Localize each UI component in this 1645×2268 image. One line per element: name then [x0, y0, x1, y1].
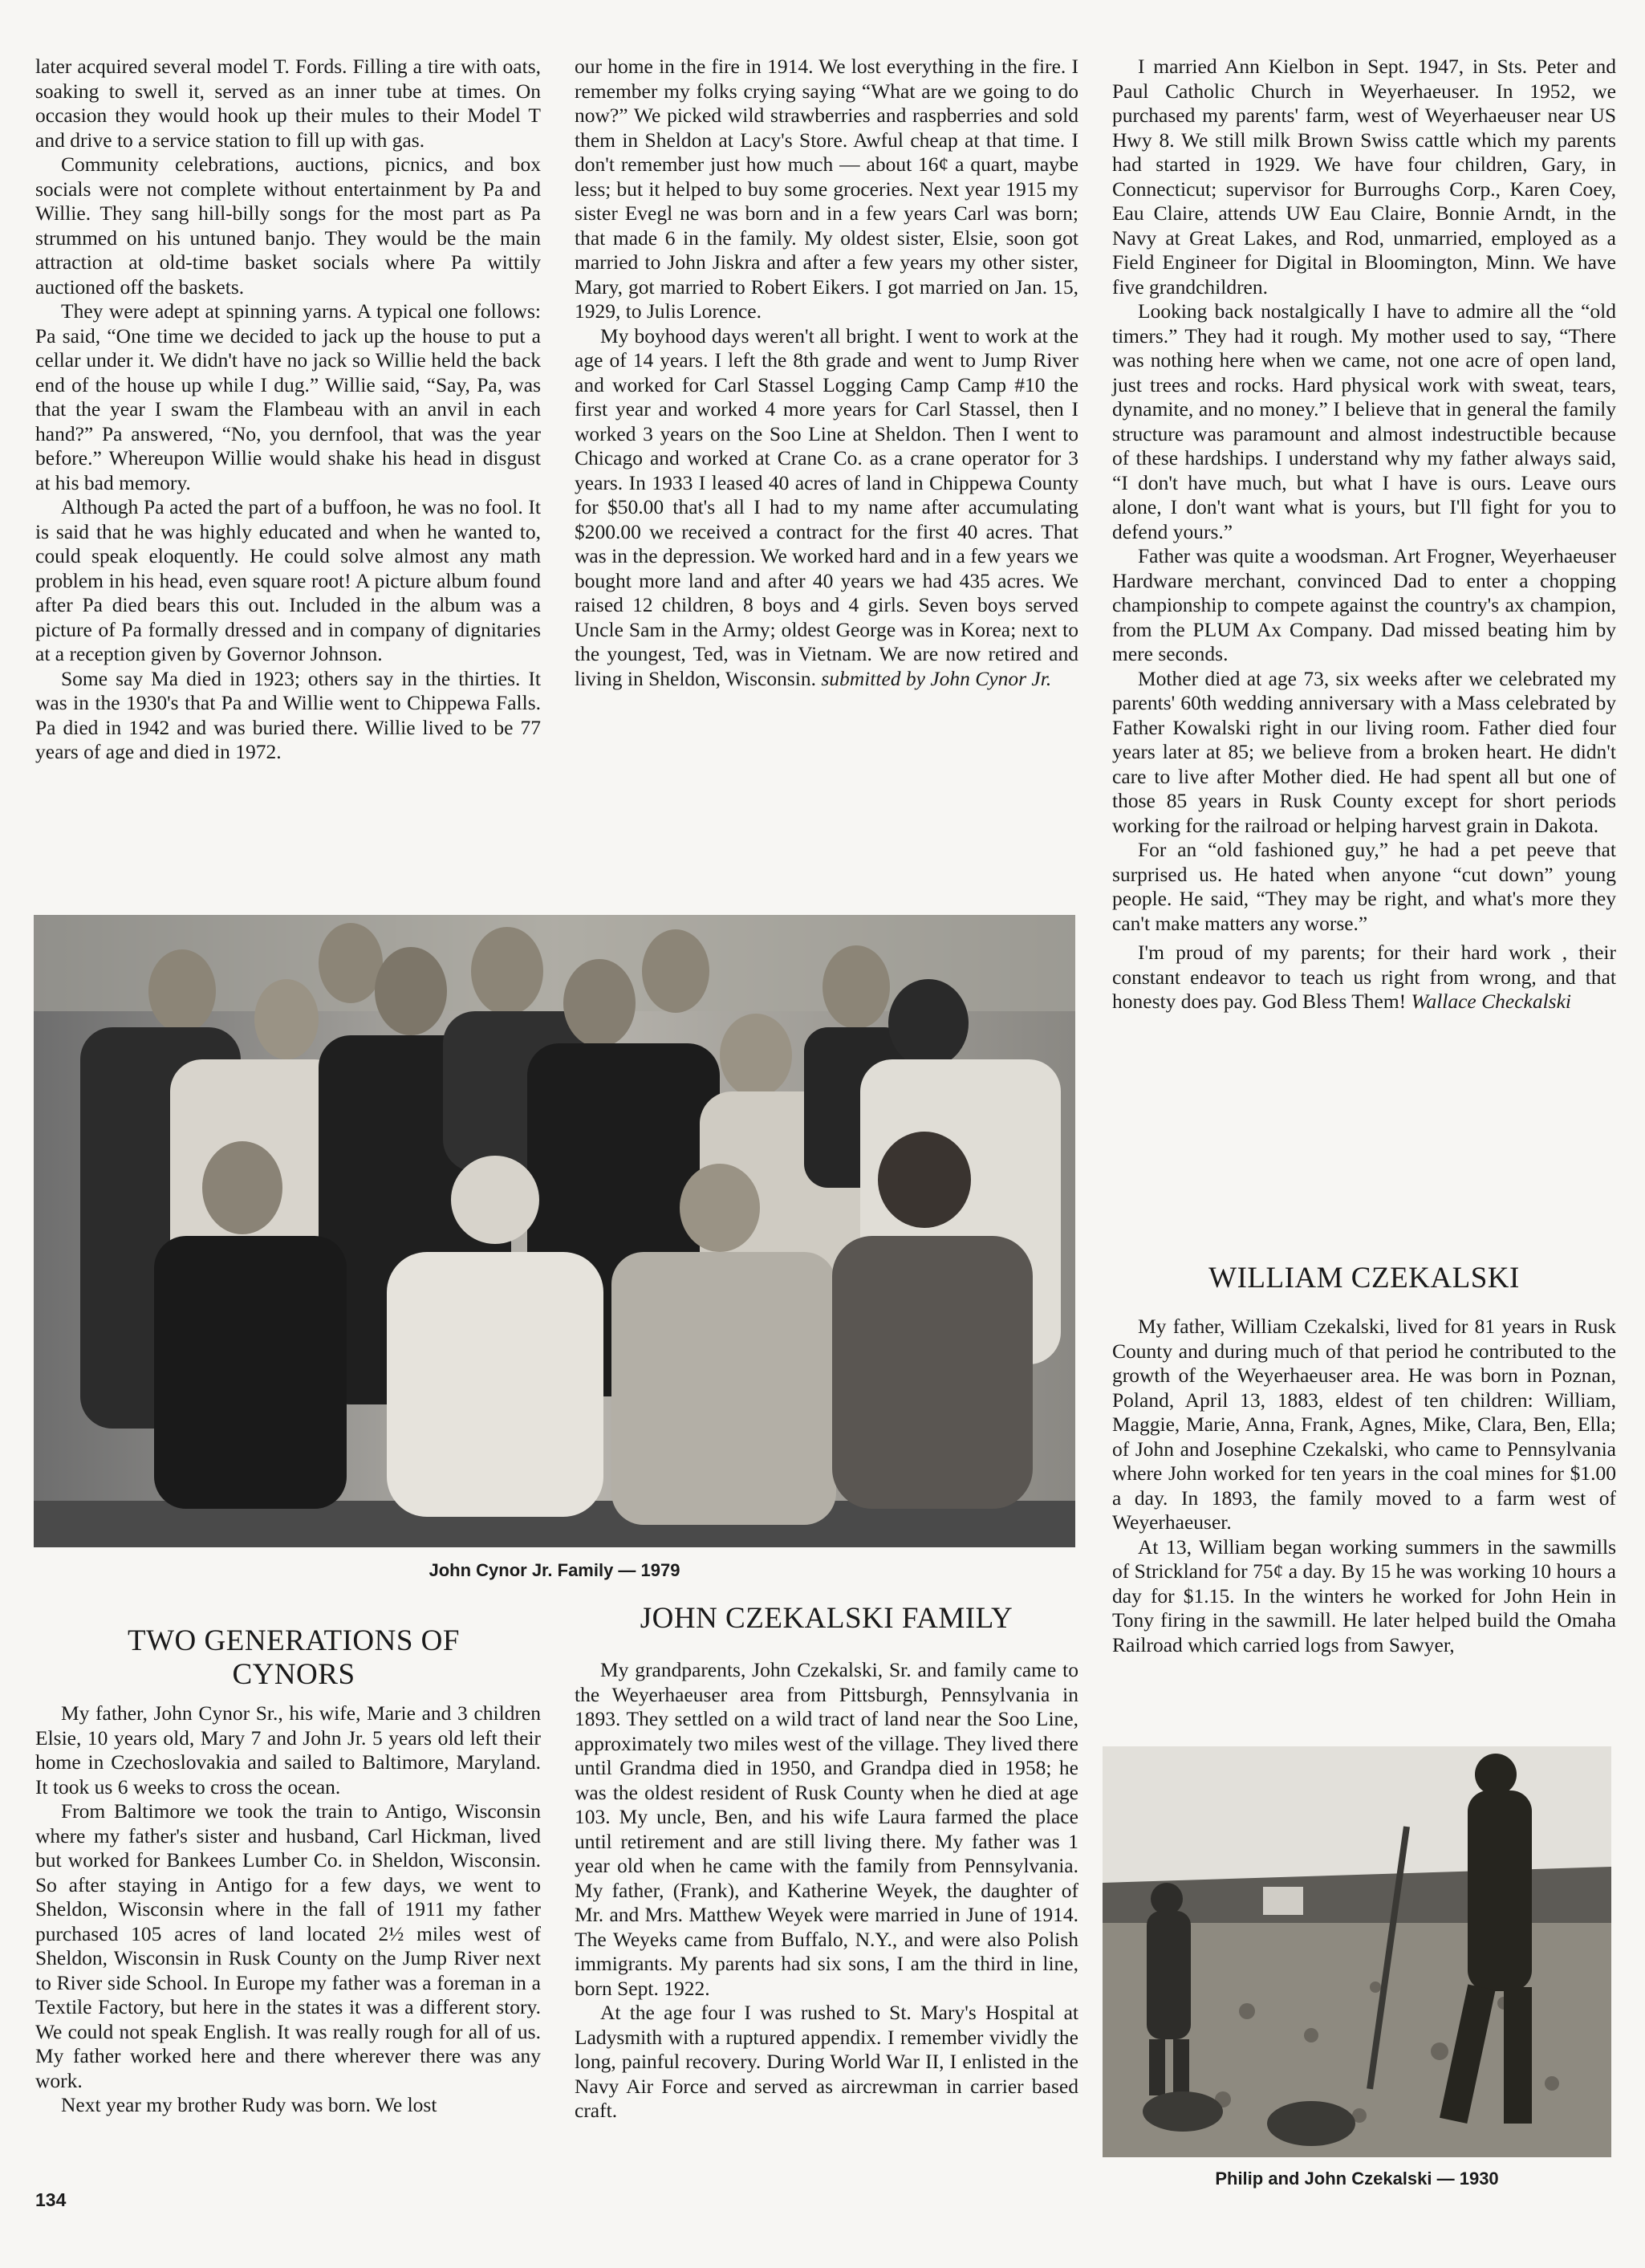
- farm-photo-caption: Philip and John Czekalski — 1930: [1215, 2168, 1499, 2189]
- paragraph: My father, William Czekalski, lived for 81 years in Rusk County and during much of that period he contributed to the growth of the Weyerhaeuser area. He was born in Poznan, Poland, April 13, 1883, eldest of ten children: William, Maggie, Marie, Anna, Frank, Agnes, Mike, Clara, Ben, Ella; of John and Josephine Czekalski, who came to Pennsylvania where John worked for ten years in the coal mines for $1.00 a day. In 1893, the family moved to a farm west of Weyerhaeuser.: [1112, 1315, 1616, 1534]
- paragraph: For an “old fashioned guy,” he had a pet peeve that surprised us. He hated when anyone “cut down” young people. He said, “They may be right, and what's more they can't make matters any worse.”: [1112, 838, 1616, 935]
- section-heading-william-czekalski: WILLIAM CZEKALSKI: [1208, 1262, 1520, 1295]
- paragraph: Father was quite a woodsman. Art Frogner, Weyerhaeuser Hardware merchant, convinced Dad to enter a chopping championship to compete against the country's ax champion, from the PLUM Ax Company. Dad missed beating him by mere seconds.: [1112, 544, 1616, 665]
- section-text-john-czekalski: [575, 1658, 1078, 2124]
- paragraph: From Baltimore we took the train to Antigo, Wisconsin where my father's sister and husband, Carl Hickman, lived but worked for Bankees Lumber Co. in Sheldon, Wisconsin. So after staying in Antigo for a few days, we went to Sheldon, Wisconsin where in the fall of 1911 my father purchased 105 acres of land located 2½ miles west of Sheldon, Wisconsin in Rusk County on the Jump River next to River side School. In Europe my father was a foreman in a Textile Factory, but here in the states it was a different story. We could not speak English. It was really rough for all of us. My father worked here and there wherever there was any work.: [35, 1799, 541, 2092]
- paragraph: Next year my brother Rudy was born. We lost: [61, 2093, 437, 2116]
- paragraph-text: I'm proud of my parents; for their hard work , their constant endeavor to teach us right from wrong, and that honesty does pay. God Bless Them!: [1112, 941, 1616, 1013]
- paragraph-text: My boyhood days weren't all bright. I went to work at the age of 14 years. I left the 8th grade and went to Jump River and worked for Carl Stassel Logging Camp Camp #10 the first year and worked 4 more years for Carl Stassel, then I worked 3 years on the Soo Line at Sheldon. Then I went to Chicago and worked at Crane Co. as a crane operator for 3 years. In 1933 I leased 40 acres of land in Chippewa County for $50.00 that's all I had to my name after accumulating $200.00 we received a contract for the first 40 acres. That was in the depression. We worked hard and in a few years we bought more land and after 40 years we had 435 acres. We raised 12 children, 8 boys and 4 girls. Seven boys served Uncle Sam in the Army; oldest George was in Korea; next to the youngest, Ted, was in Vietnam. We are now retired and living in Sheldon, Wisconsin.: [575, 323, 1078, 690]
- section-heading-john-czekalski: JOHN CZEKALSKI FAMILY: [640, 1602, 1013, 1635]
- paragraph: At the age four I was rushed to St. Mary's Hospital at Ladysmith with a ruptured appendix. I remember vividly the long, painful recovery. During World War II, I enlisted in the Navy Air Force and served as aircrewman in carrier based craft.: [575, 2001, 1078, 2122]
- section-text-william-czekalski: [1112, 1315, 1616, 1657]
- column-3-top-text: [1112, 55, 1616, 1014]
- section-heading-cynors: TWO GENERATIONS OF CYNORS: [128, 1624, 460, 1691]
- section-text-cynors: [35, 1701, 541, 2118]
- farm-field-photo-illustration: [1103, 1746, 1611, 2157]
- paragraph: Although Pa acted the part of a buffoon, he was no fool. It is said that he was highly educated and when he wanted to, could speak eloquently. He could solve almost any math problem in his head, even square root! A picture album found after Pa died bears this out. Included in the album was a picture of Pa formally dressed and in company of dignitaries at a reception given by Governor Johnson.: [35, 495, 541, 665]
- family-group-photo: [34, 915, 1075, 1547]
- family-group-photo-illustration: [34, 915, 1075, 1547]
- column-2-top-text: [575, 55, 1078, 691]
- paragraph: They were adept at spinning yarns. A typical one follows: Pa said, “One time we decided to jack up the house to put a cellar under it. We didn't have no jack so Willie held the back end of the house up while I dug.” Willie said, “Say, Pa, was that the year I swam the Flambeau with an anvil in each hand?” Pa answered, “No, you dernfool, that was the year before.” Whereupon Willie would shake his head in disgust at his bad memory.: [35, 299, 541, 494]
- paragraph: Community celebrations, auctions, picnics, and box socials were not complete without entertainment by Pa and Willie. They sang hill-billy songs for the most part as Pa strummed on his untuned banjo. They would be the main attraction at old-time basket socials where Pa wittily auctioned off the baskets.: [35, 152, 541, 299]
- paragraph: I married Ann Kielbon in Sept. 1947, in Sts. Peter and Paul Catholic Church in Weyerhaeuser. In 1952, we purchased my parents' farm, west of Weyerhaeuser near US Hwy 8. We still milk Brown Swiss cattle which my parents had started in 1929. We have four children, Gary, in Connecticut; supervisor for Burroughs Corp., Karen Coey, Eau Claire, attends UW Eau Claire, Bonnie Arndt, in the Navy at Great Lakes, and Rod, unmarried, employed as a Field Engineer for Digital in Bloomington, Minn. We have five grandchildren.: [1112, 55, 1616, 299]
- paragraph: Looking back nostalgically I have to admire all the “old timers.” They had it rough. My mother used to say, “There was nothing here when we came, not one acre of open land, just trees and rocks. Hard physical work with sweat, tears, dynamite, and no money.” I believe that in general the family structure was paramount and almost indestructible because of these hardships. I understand why my father always said, “I don't have much, but what I have is ours. Leave ours alone, I don't want what is yours, but I'll fight for you to defend yours.”: [1112, 299, 1616, 543]
- signature: submitted by John Cynor Jr.: [821, 666, 1052, 690]
- column-1-top-text: [35, 55, 541, 765]
- family-photo-caption: John Cynor Jr. Family — 1979: [429, 1560, 680, 1580]
- paragraph: [1112, 941, 1616, 1014]
- paragraph: At 13, William began working summers in the sawmills of Strickland for 75¢ a day. By 15 he was working 10 hours a day for $1.15. In the winters he worked for John Hein in Tony firing in the sawmill. He later helped build the Omaha Railroad which carried logs from Sawyer,: [1112, 1534, 1616, 1656]
- paragraph: Mother died at age 73, six weeks after we celebrated my parents' 60th wedding anniversary with a Mass celebrated by Father Kowalski right in our living room. Father died four years later at 85; we believe from a broken heart. He didn't care to live after Mother died. He had spent all but one of those 85 years in Rusk County except for short periods working for the railroad or helping harvest grain in Dakota.: [1112, 666, 1616, 837]
- paragraph: [575, 324, 1078, 692]
- paragraph: My father, John Cynor Sr., his wife, Marie and 3 children Elsie, 10 years old, Mary 7 and John Jr. 5 years old left their home in Czechoslovakia and sailed to Baltimore, Maryland. It took us 6 weeks to cross the ocean.: [35, 1701, 541, 1799]
- paragraph: Some say Ma died in 1923; others say in the thirties. It was in the 1930's that Pa and Willie went to Chippewa Falls. Pa died in 1942 and was buried there. Willie lived to be 77 years of age and died in 1972.: [35, 666, 541, 763]
- signature: Wallace Checkalski: [1411, 990, 1572, 1013]
- paragraph: later acquired several model T. Fords. Filling a tire with oats, soaking to swell it, served as an inner tube at times. On occasion they would hook up their mules to their Model T and drive to a service station to fill up with gas.: [35, 55, 541, 152]
- paragraph: our home in the fire in 1914. We lost everything in the fire. I remember my folks crying saying “What are we going to do now?” We picked wild strawberries and raspberries and sold them in Sheldon at Lacy's Store. Awful cheap at that time. I don't remember just how much — about 16¢ a quart, maybe less; but it helped to buy some groceries. Next year 1915 my sister Evegl ne was born and in a few years Carl was born; that made 6 in the family. My oldest sister, Elsie, soon got married to John Jiskra and after a few years my other sister, Mary, got married to Robert Eikers. I got married on Jan. 15, 1929, to Julis Lorence.: [575, 55, 1078, 323]
- farm-field-photo: [1103, 1746, 1611, 2157]
- page-number: 134: [35, 2189, 67, 2210]
- paragraph: My grandparents, John Czekalski, Sr. and family came to the Weyerhaeuser area from Pittsburgh, Pennsylvania in 1893. They settled on a wild tract of land near the Soo Line, approximately two miles west of the village. They lived there until Grandma died in 1950, and Grandpa died in 1958; he was the oldest resident of Rusk County when he died at age 103. My uncle, Ben, and his wife Laura farmed the place until retirement and are still living there. My father was 1 year old when he came with the family from Pennsylvania. My father, (Frank), and Katherine Weyek, the daughter of Mr. and Mrs. Matthew Weyek were married in June of 1914. The Weyeks came from Buffalo, N.Y., and were also Polish immigrants. My parents had six sons, I am the third in line, born Sept. 1922.: [575, 1658, 1078, 2000]
